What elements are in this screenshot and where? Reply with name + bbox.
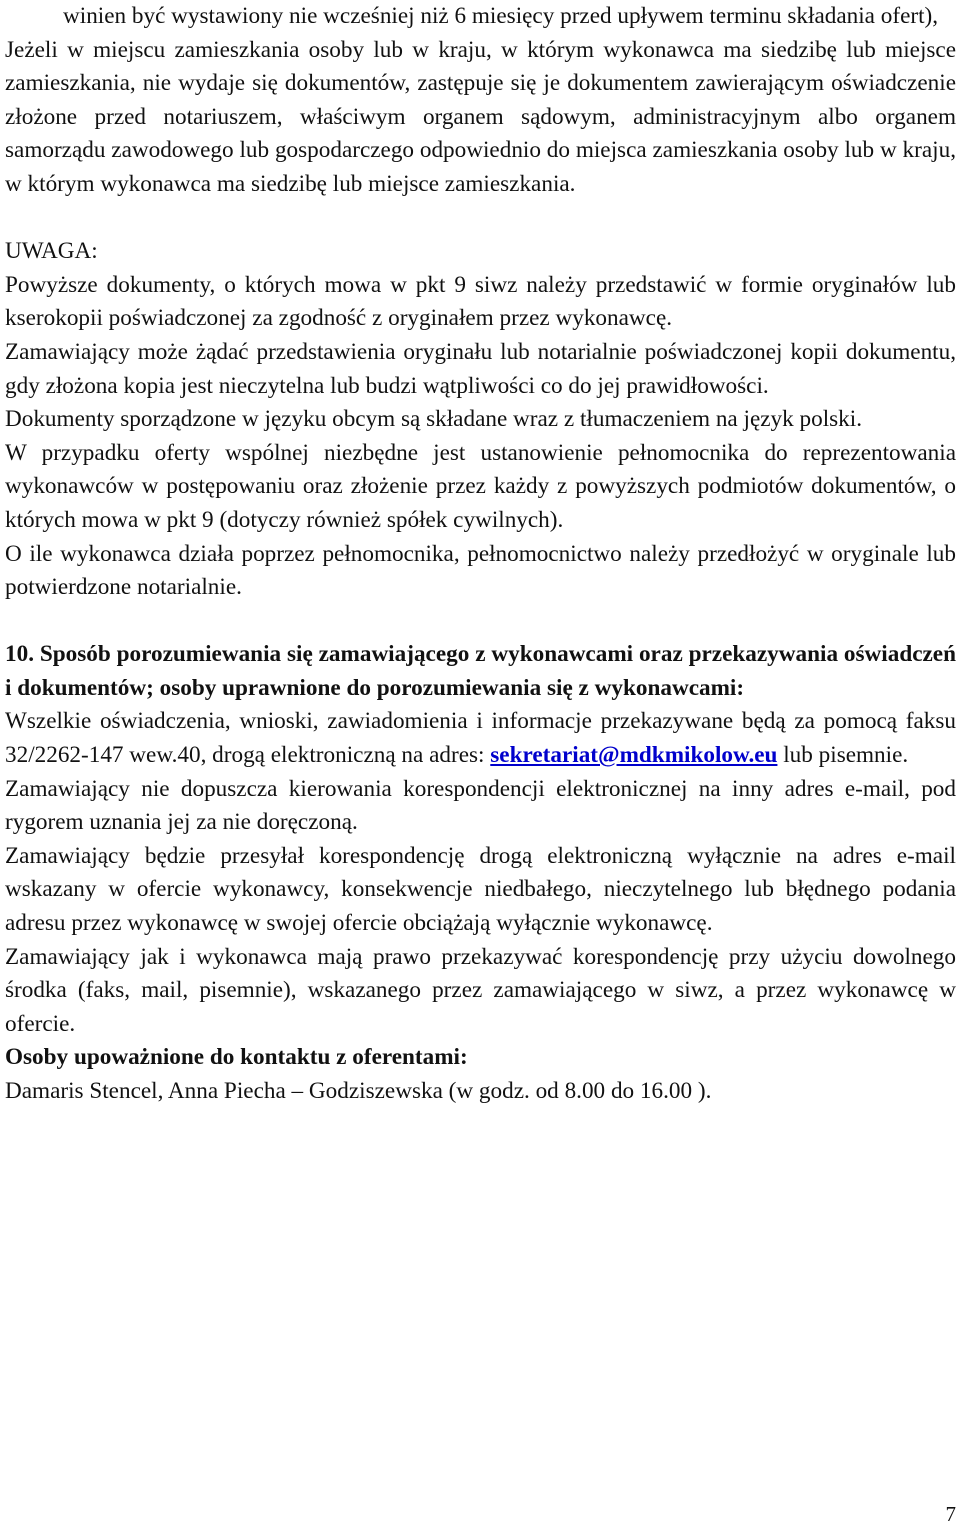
spacer bbox=[5, 605, 956, 639]
section-10-paragraph-1-text: Wszelkie oświadczenia, wnioski, zawiadomienia i informacje przekazywane będą za pomocą faksu 32/2262-147 wew.40, drogą elektroniczną na adres: bbox=[5, 708, 956, 769]
uwaga-paragraph-1: Powyższe dokumenty, o których mowa w pkt 9 siwz należy przedstawić w formie oryginałów lub kserokopii poświadczonej za zgodność z oryginałem przez wykonawcę. bbox=[5, 271, 956, 332]
contacts-text: Damaris Stencel, Anna Piecha – Godziszewska (w godz. od 8.00 do 16.00 ). bbox=[5, 1078, 712, 1104]
section-10-paragraph-4: Zamawiający jak i wykonawca mają prawo przekazywać korespondencję przy użyciu dowolnego środka (faks, mail, pisemnie), wskazanego przez zamawiającego w siwz, a przez wykonawcę w ofercie. bbox=[5, 943, 956, 1037]
email-link[interactable]: sekretariat@mdkmikolow.eu bbox=[490, 742, 778, 769]
section-10-paragraph-2: Zamawiający nie dopuszcza kierowania korespondencji elektronicznej na inny adres e-mail, pod rygorem uznania jej za nie doręczoną. bbox=[5, 775, 956, 836]
page-number: 7 bbox=[945, 1502, 956, 1526]
foreign-documents-paragraph: Jeżeli w miejscu zamieszkania osoby lub w kraju, w którym wykonawca ma siedzibę lub miejsce zamieszkania, nie wydaje się dokumentów, zastępuje się je dokumentem zawierającym oświadczenie złożone przed notariuszem, właściwym organem sądowym, administracyjnym albo organem samorządu zawodowego lub gospodarczego odpowiednio do miejsca zamieszkania osoby lub w kraju, w którym wykonawca ma siedzibę lub miejsce zamieszkania. bbox=[5, 36, 956, 197]
spacer bbox=[5, 202, 956, 236]
section-10-paragraph-1-tail: lub pisemnie. bbox=[777, 742, 909, 769]
continued-list-item: winien być wystawiony nie wcześniej niż 6 miesięcy przed upływem terminu składania ofert), bbox=[63, 3, 939, 29]
contacts-label: Osoby upoważnione do kontaktu z oferentami: bbox=[5, 1044, 468, 1071]
uwaga-paragraph-2: Zamawiający może żądać przedstawienia oryginału lub notarialnie poświadczonej kopii dokumentu, gdy złożona kopia jest nieczytelna lub budzi wątpliwości co do jej prawidłowości. bbox=[5, 338, 956, 399]
uwaga-paragraph-4: W przypadku oferty wspólnej niezbędne jest ustanowienie pełnomocnika do reprezentowania wykonawców w postępowaniu oraz złożenie przez każdy z powyższych podmiotów dokumentów, o których mowa w pkt 9 (dotyczy również spółek cywilnych). bbox=[5, 439, 956, 533]
section-10-heading: 10. Sposób porozumiewania się zamawiającego z wykonawcami oraz przekazywania oświadczeń i dokumentów; osoby uprawnione do porozumiewania się z wykonawcami: bbox=[5, 641, 956, 701]
document-page bbox=[5, 0, 956, 1536]
uwaga-paragraph-5: O ile wykonawca działa poprzez pełnomocnika, pełnomocnictwo należy przedłożyć w oryginale lub potwierdzone notarialnie. bbox=[5, 540, 956, 601]
section-10-paragraph-3: Zamawiający będzie przesyłał korespondencję drogą elektroniczną wyłącznie na adres e-mail wskazany w ofercie wykonawcy, konsekwencje niedbałego, nieczytelnego lub błędnego podania adresu przez wykonawcę w swojej ofercie obciążają wyłącznie wykonawcę. bbox=[5, 842, 956, 937]
section-10-paragraph-1 bbox=[5, 705, 956, 772]
uwaga-paragraph-3: Dokumenty sporządzone w języku obcym są składane wraz z tłumaczeniem na język polski. bbox=[5, 406, 862, 433]
uwaga-label: UWAGA: bbox=[5, 238, 98, 265]
